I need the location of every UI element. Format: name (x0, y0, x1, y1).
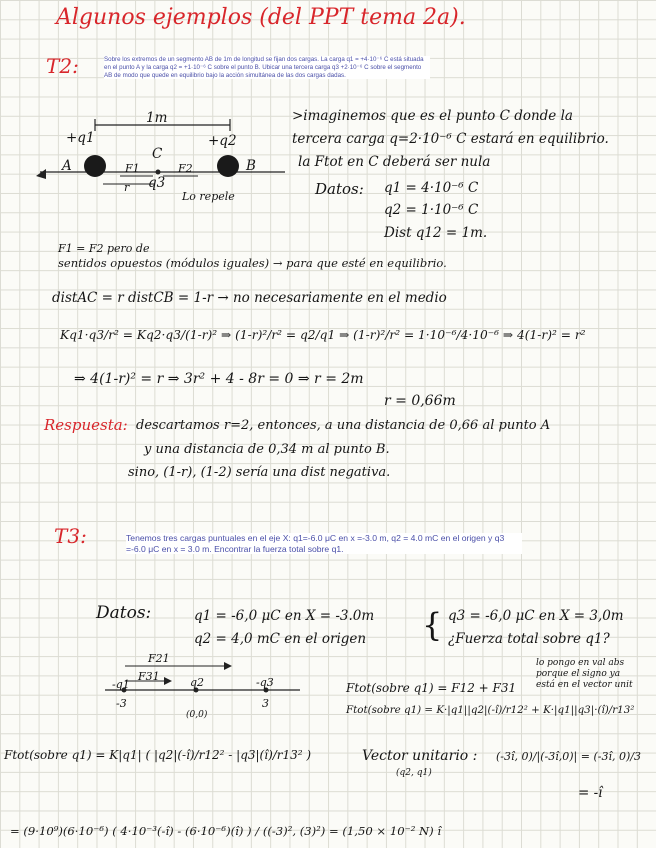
t2-r-label: r (124, 181, 130, 194)
t3-mq3-label: -q3 (256, 676, 274, 689)
t2-f1-label: F1 (125, 162, 140, 175)
t2-eq-3: r = 0,66m (384, 393, 456, 409)
t3-vector-result: = -î (578, 785, 603, 801)
t3-dato-4: ¿Fuerza total sobre q1? (448, 631, 610, 647)
t2-respuesta-label: Respuesta: (44, 416, 128, 434)
page-title: Algunos ejemplos (del PPT tema 2a). (56, 5, 466, 30)
t2-point-c: C (152, 146, 163, 162)
t3-dato-1: q1 = -6,0 μC en X = -3.0m (194, 608, 375, 624)
t2-dist-label: 1m (146, 110, 168, 126)
t3-note-right-2: porque el signo ya (536, 669, 621, 679)
t3-label: T3: (54, 524, 87, 548)
t3-ftot-3: Ftot(sobre q1) = K|q1| ( |q2|(-î)/r12² - |q3|(î)/r13² ) (4, 748, 312, 762)
t3-dato-2: q2 = 4,0 mC en el origen (194, 631, 367, 647)
t3-note-right-3: está en el vector unit (536, 680, 633, 690)
t3-q2-label: q2 (190, 676, 205, 689)
t2-forces-1: F1 = F2 pero de (58, 242, 150, 255)
t3-m3-label: -3 (116, 697, 127, 710)
t2-datos-label: Datos: (315, 180, 364, 198)
t2-respuesta-2: y una distancia de 0,34 m al punto B. (144, 442, 390, 457)
t3-ftot-1: Ftot(sobre q1) = F12 + F31 (346, 681, 517, 695)
t3-problem-box: Tenemos tres cargas puntuales en el eje X: q1=-6.0 μC en x =-3.0 m, q2 = 4.0 mC en el origen y q3 =-6.0 μC en x = 3.0 m. Encontrar la fuerza total sobre q1. (126, 533, 522, 554)
t3-p3-label: 3 (262, 697, 269, 710)
t3-origin-label: (0,0) (186, 710, 208, 720)
t2-note-2: tercera carga q=2·10⁻⁶ C estará en equilibrio. (292, 131, 609, 147)
t2-eq-1: Kq1·q3/r² = Kq2·q3/(1-r)² ⇒ (1-r)²/r² = q2/q1 ⇒ (1-r)²/r² = 1·10⁻⁶/4·10⁻⁶ ⇒ 4(1-r)² = r² (60, 328, 586, 342)
t2-q1-label: +q1 (66, 130, 95, 146)
t2-respuesta-1: descartamos r=2, entonces, a una distancia de 0,66 al punto A (136, 418, 551, 433)
t3-vector-sub: (q2, q1) (396, 768, 432, 778)
t2-dato-q1: q1 = 4·10⁻⁶ C (384, 180, 479, 196)
t2-respuesta-3: sino, (1-r), (1-2) sería una dist negativa. (128, 465, 391, 480)
t3-f31-label: F31 (138, 670, 160, 683)
t2-repele-note: Lo repele (182, 190, 235, 203)
t2-q2-label: +q2 (208, 133, 237, 149)
t2-point-a: A (62, 158, 72, 174)
t3-vector-eq: (-3î, 0)/|(-3î,0)| = (-3î, 0)/3 (496, 750, 641, 763)
t2-label: T2: (46, 54, 79, 78)
t3-ftot-2: Ftot(sobre q1) = K·|q1||q2|(-î)/r12² + K·|q1||q3|·(î)/r13² (346, 704, 635, 716)
t3-note-right-1: lo pongo en val abs (536, 658, 625, 668)
t3-datos-label: Datos: (96, 603, 152, 623)
t3-f21-label: F21 (148, 652, 170, 665)
t2-note-1: >imaginemos que es el punto C donde la (292, 108, 573, 124)
t2-point-b: B (246, 158, 256, 174)
t2-dato-q2: q2 = 1·10⁻⁶ C (384, 202, 479, 218)
t3-final-eq: = (9·10⁹)(6·10⁻⁶) ( 4·10⁻³(-î) - (6·10⁻⁶)(î) ) / ((-3)², (3)²) = (1,50 × 10⁻² N) î (10, 824, 442, 838)
t2-note-3: la Ftot en C deberá ser nula (298, 154, 491, 170)
t3-dato-3: q3 = -6,0 μC en X = 3,0m (448, 608, 624, 624)
t2-f2-label: F2 (178, 162, 193, 175)
t3-mq1-label: -q1 (112, 678, 130, 691)
t2-q3-label: q3 (148, 175, 166, 191)
t3-brace: { (422, 606, 443, 644)
t3-vector-label: Vector unitario : (362, 748, 478, 764)
t2-dato-dist: Dist q12 = 1m. (384, 225, 488, 241)
t2-forces-2: sentidos opuestos (módulos iguales) → para que esté en equilibrio. (58, 256, 447, 270)
t2-problem-box: Sobre los extremos de un segmento AB de 1m de longitud se fijan dos cargas. La carga q1 = +4·10⁻⁶ C está situada en el punto A y la carga q2 = +1·10⁻⁶ C sobre el punto B. Ubicar una tercera carga q3 +2·10⁻⁶ C sobre el segmento AB de modo que quede en equilibrio bajo la acción simultánea de las dos cargas dadas. (104, 56, 430, 79)
t2-eq-2: ⇒ 4(1-r)² = r ⇒ 3r² + 4 - 8r = 0 ⇒ r = 2m (74, 371, 364, 387)
t2-dist-line: distAC = r distCB = 1-r → no necesariamente en el medio (52, 290, 447, 306)
